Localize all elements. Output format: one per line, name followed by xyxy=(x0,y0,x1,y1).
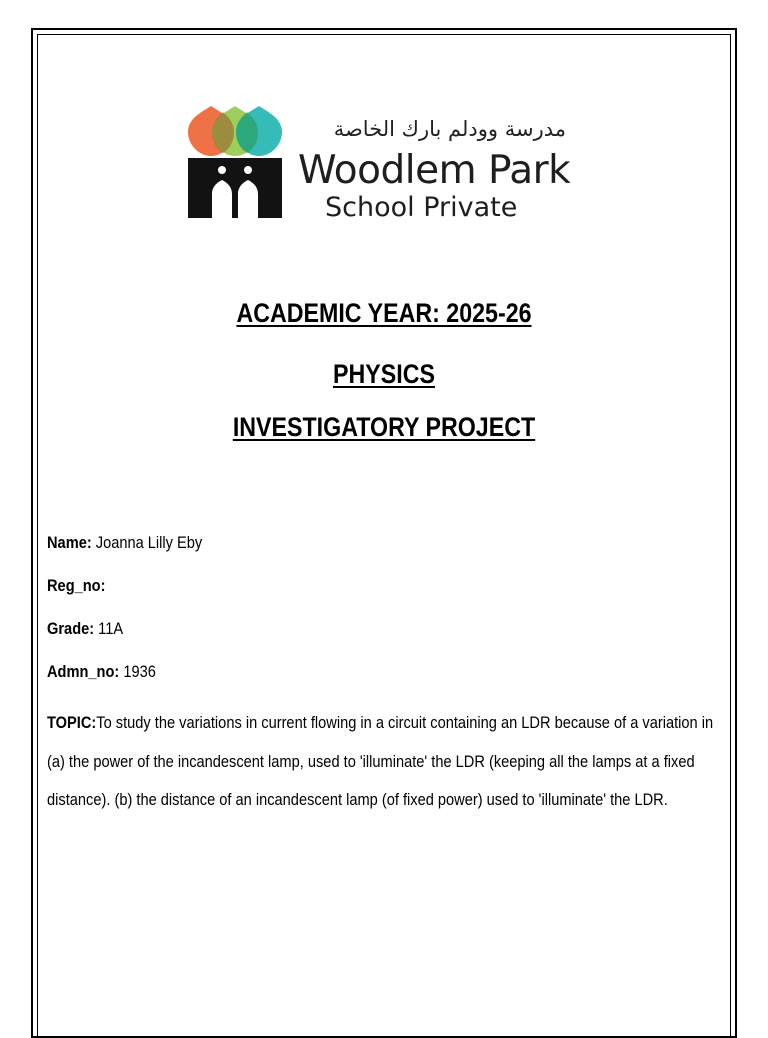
topic-text: To study the variations in current flowing in a circuit containing an LDR because of a variation in (a) the power of the incandescent lamp, used to 'illuminate' the LDR (keeping all the lamps at a fixed distance). (b) the distance of an incandescent lamp (of fixed power) used to 'illuminate' the LDR. xyxy=(47,713,714,809)
admn-no-label: Admn_no: xyxy=(47,662,120,681)
school-arabic-name: مدرسة وودلم بارك الخاصة xyxy=(333,117,566,141)
reg-no-field xyxy=(47,575,105,597)
school-name-line1: Woodlem Park xyxy=(298,148,571,193)
subject-heading: PHYSICS xyxy=(333,359,435,389)
admn-no-field xyxy=(47,661,156,683)
grade-value: 11A xyxy=(94,619,124,638)
grade-field xyxy=(47,618,123,640)
three-flames-and-mosque-domes-icon xyxy=(186,106,286,220)
reg-no-label: Reg_no: xyxy=(47,576,106,595)
project-type-heading: INVESTIGATORY PROJECT xyxy=(232,412,536,442)
name-field xyxy=(47,532,202,554)
topic-label: TOPIC: xyxy=(47,713,97,732)
school-name-line2: School Private xyxy=(325,192,518,223)
name-label: Name: xyxy=(47,533,92,552)
topic-paragraph xyxy=(47,704,718,820)
admn-no-value: 1936 xyxy=(119,662,156,681)
academic-year-heading: ACADEMIC YEAR: 2025-26 xyxy=(236,298,532,328)
grade-label: Grade: xyxy=(47,619,95,638)
school-logo xyxy=(186,106,586,224)
name-value: Joanna Lilly Eby xyxy=(91,533,203,552)
